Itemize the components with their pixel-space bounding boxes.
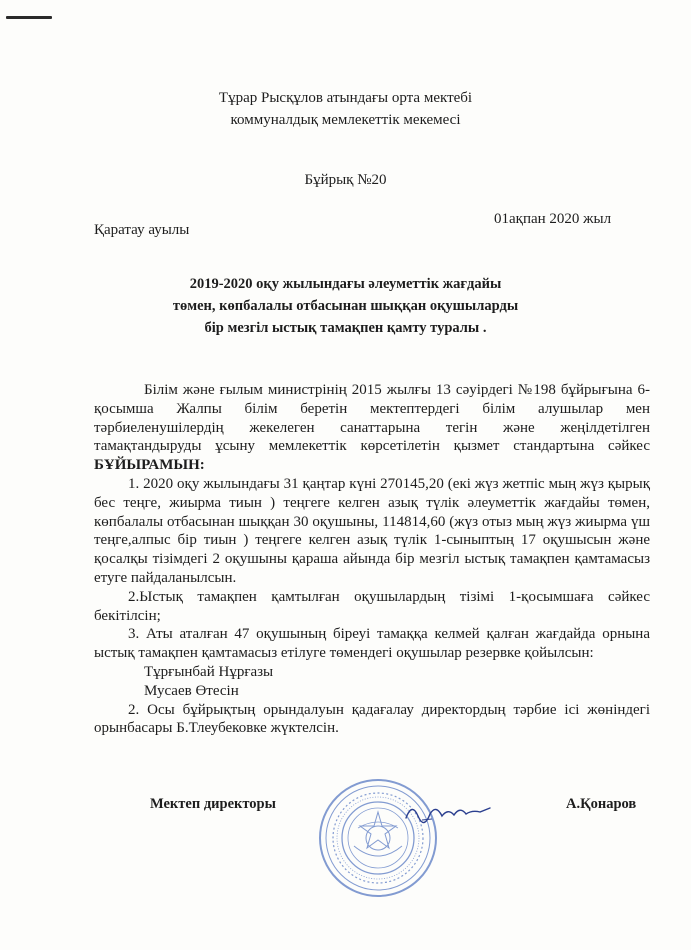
order-keyword: БҰЙЫРАМЫН: <box>94 457 205 474</box>
handwritten-signature <box>402 798 494 828</box>
official-seal-stamp <box>316 776 440 900</box>
signature-name: А.Қонаров <box>566 796 637 812</box>
order-body <box>94 381 650 738</box>
order-item-4: 2. Осы бұйрықтың орындалуын қадағалау директордың тәрбие ісі жөніндегі орынбасары Б.Тлеубековке жүктелсін. <box>94 701 650 737</box>
preamble-text: Білім және ғылым министрінің 2015 жылғы 13 сәуірдегі №198 бұйрығына 6-қосымша Жалпы білім беретін мектептердегі білім алушылар мен тәрбиеленушілердің жекелеген санаттарына тегін және жеңілдетілген тамақтандыруды ұсыну мемлекеттік көрсетілетін қызмет стандартына сәйкес <box>94 382 650 455</box>
org-name-line1: Тұрар Рысқұлов атындағы орта мектебі <box>218 90 473 106</box>
reserve-student-2: Мусаев Өтесін <box>144 682 239 699</box>
preamble-paragraph <box>94 381 650 475</box>
reserve-student-1: Тұрғынбай Нұрғазы <box>144 663 274 680</box>
order-title-line3: бір мезгіл ыстық тамақпен қамту туралы . <box>204 320 487 336</box>
scan-corner-mark <box>6 16 52 19</box>
org-name-line2: коммуналдық мемлекеттік мекемесі <box>230 112 461 128</box>
order-title-line2: төмен, көпбалалы отбасынан шыққан оқушыларды <box>172 298 519 314</box>
order-item-2: 2.Ыстық тамақпен қамтылған оқушылардың тізімі 1-қосымшаға сәйкес бекітілсін; <box>94 588 650 624</box>
order-place: Қаратау ауылы <box>94 222 190 238</box>
order-item-3: 3. Аты аталған 47 оқушының біреуі тамаққа келмей қалған жағдайда орнына ыстық тамақпен қамтамасыз етілуге төмендегі оқушылар резервке қойылсын: <box>94 626 650 662</box>
order-title-line1: 2019-2020 оқу жылындағы әлеуметтік жағдайы <box>189 276 502 292</box>
order-number: Бұйрық №20 <box>304 172 387 188</box>
signature-role: Мектеп директоры <box>150 796 276 812</box>
order-date: 01ақпан 2020 жыл <box>494 211 612 227</box>
order-item-1: 1. 2020 оқу жылындағы 31 қаңтар күні 270145,20 (екі жүз жетпіс мың жүз қырық бес теңге, жиырма тиын ) теңгеге келген азық түлік әлеуметтік жағдайы төмен, көпбалалы отбасынан шыққан 30 оқушыны, 114814,60 (жүз отыз мың жүз жиырма үш теңге,алпыс бір тиын ) теңгеге келген азық түлік 1-сыныптың 17 оқушысын және қосалқы тізімдегі 2 оқушыны қараша айында бір мезгіл ыстық тамақпен қамтамасыз етуге пайдаланылсын. <box>94 475 650 586</box>
